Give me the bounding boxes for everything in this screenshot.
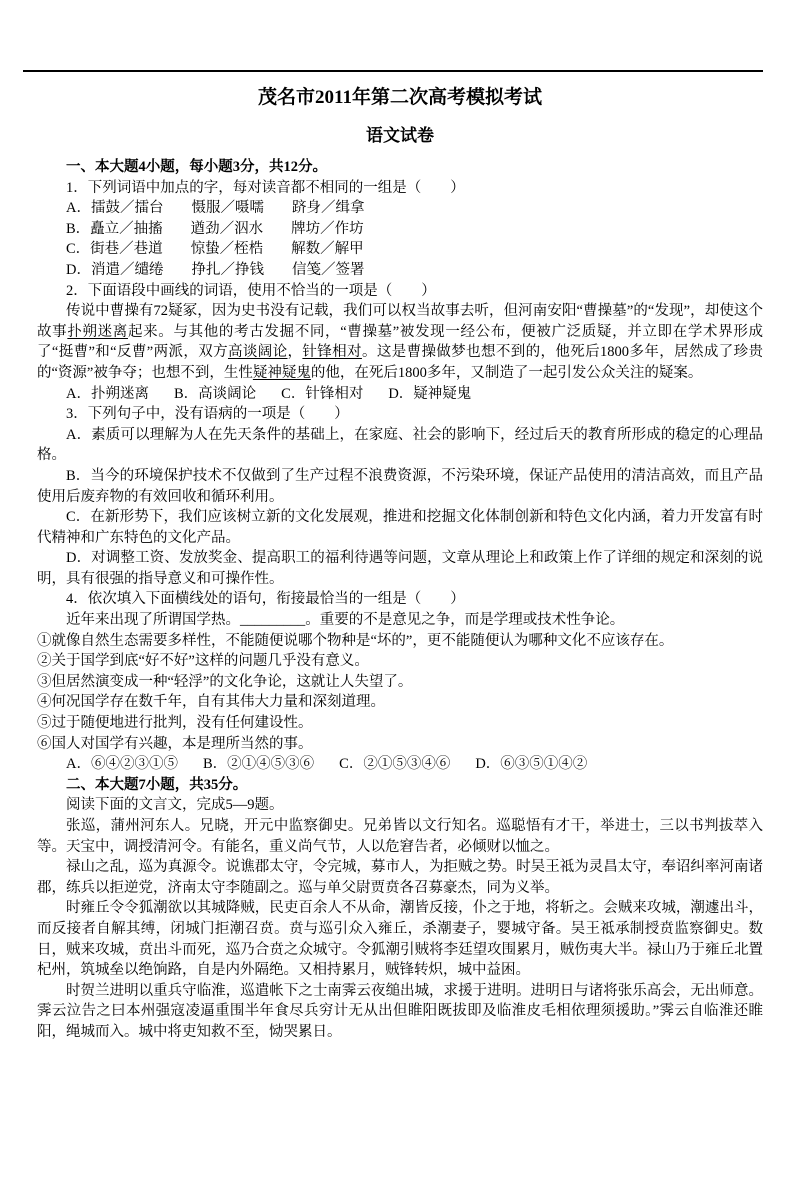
q1-option-label-b: B．: [66, 220, 91, 237]
q4-option-row: [37, 754, 763, 775]
passage-segment: 传说中曹操有72疑冢，因为史书没有记载，我们可以权当故事去听，但河南安阳“曹操墓”的“发现”，却使这个故事: [37, 303, 763, 340]
q4-item-3: ③但居然演变成一种“轻浮”的文化争论，这就让人失望了。: [37, 673, 413, 690]
q4-option-c: C．②①⑤③④⑥: [339, 756, 451, 773]
q1-pair: 擂鼓／擂台: [90, 200, 164, 217]
q1-option-label-d: D．: [66, 261, 91, 278]
passage-segment: 。这是曹操做梦也想不到的，他死后1800多年，居然成了珍贵的“资源”被争夺；也想不到，生性: [37, 344, 764, 381]
q4-item-4: ④何况国学存在数千年，自有其伟大力量和深刻道理。: [37, 694, 385, 711]
passage-segment-underlined: 疑神疑鬼: [252, 364, 311, 381]
classical-passage-paragraph-4: 时贺兰进明以重兵守临淮，巡遣帐下之士南霁云夜缒出城，求援于进明。进明日与诸将张乐高会，无出师意。霁云泣告之曰本州强寇凌逼重围半年食尽兵穷计无从出但睢阳既拔即及临淮皮毛相依理须援助。”霁云自临淮还睢阳，绳城而入。城中将吏知救不至，恸哭累日。: [37, 982, 763, 1040]
classical-passage-paragraph-1: 张巡，蒲州河东人。兄晓，开元中监察御史。兄弟皆以文行知名。巡聪悟有才干，举进士，三以书判拔萃入等。天宝中，调授清河令。有能名，重义尚气节，人以危窘告者，必倾财以恤之。: [37, 818, 763, 855]
q4-stem: 4．依次填入下面横线处的语句，衔接最恰当的一组是（ ）: [66, 591, 465, 608]
q3-option-d: D．对调整工资、发放奖金、提高职工的福利待遇等问题，文章从理论上和政策上作了详细的规定和深刻的说明，具有很强的指导意义和可操作性。: [37, 550, 763, 587]
q4-option-b: B．②①④⑤③⑥: [202, 756, 315, 773]
section1-heading: 一、本大题4小题，每小题3分，共12分。: [66, 159, 327, 175]
q1-option-row-c: [37, 239, 763, 260]
q4-option-d: D．⑥③⑤①④②: [475, 756, 588, 773]
q2-option-row: [37, 384, 763, 405]
q2-passage: [37, 301, 763, 383]
q1-pair: 消遣／缱绻: [90, 261, 164, 278]
q2-option-b: B．高谈阔论: [173, 385, 257, 402]
q2-option-c: C．针锋相对: [281, 385, 364, 402]
q4-intro: 近年来出现了所谓国学热。_________。重要的不是意见之争，而是学理或技术性争论。: [66, 612, 625, 629]
q3-option-c: C．在新形势下，我们应该树立新的文化发展观，推进和挖掘文化体制创新和特色文化内涵，着力开发富有时代精神和广东特色的文化产品。: [37, 509, 763, 546]
q1-pair: 矗立／抽搐: [90, 220, 163, 237]
exam-page: [0, 70, 794, 1193]
classical-passage-paragraph-3: 时雍丘令令狐潮欲以其城降贼，民吏百余人不从命，潮皆反接，仆之于地，将斩之。会贼来攻城，潮遽出斗，而反接者自解其缚，闭城门拒潮召贲。贲与巡引众入雍丘，杀潮妻子，婴城守备。吴王祗承制授贲监察御史。数日，贼来攻城，贲出斗而死，巡乃合贲之众城守。令狐潮引贼将李廷望攻围累月，贼伤夷大半。禄山乃于雍丘北置杞州，筑城垒以绝饷路，自是内外隔绝。又相持累月，贼锋转炽，城中益困。: [37, 900, 763, 979]
q3-stem: 3．下列句子中，没有语病的一项是（ ）: [66, 406, 349, 423]
q1-option-row-b: [37, 219, 763, 240]
passage-segment: 起来。与其他的考古发掘不同，“曹操墓”被发现一经公布，便被广泛质疑，并立即在学术界形成了“挺曹”和“反曹”两派，双方: [37, 323, 764, 361]
q3-option-b: B．当今的环境保护技术不仅做到了生产过程不浪费资源，不污染环境，保证产品使用的清洁高效，而且产品使用后废弃物的有效回收和循环利用。: [37, 467, 763, 505]
header-rule: [23, 70, 763, 72]
q1-pair: 慑服／嗫嚅: [191, 200, 264, 217]
section2-intro: 阅读下面的文言文，完成5—9题。: [66, 797, 284, 814]
q1-option-label-c: C．: [66, 241, 91, 258]
q4-option-a: A．⑥④②③①⑤: [66, 756, 178, 773]
passage-segment-underlined: 针锋相对: [302, 344, 362, 361]
q1-pair: 遒劲／泅水: [190, 220, 264, 237]
q2-option-a: A．扑朔迷离: [66, 385, 149, 402]
section2-heading: 二、本大题7小题，共35分。: [66, 776, 248, 793]
q1-pair: 跻身／缉拿: [291, 200, 365, 217]
passage-segment-underlined: 高谈阔论: [227, 344, 288, 361]
passage-segment: ，: [287, 344, 303, 361]
q2-option-d: D．疑神疑鬼: [388, 385, 472, 402]
passage-segment-underlined: 扑朔迷离: [67, 323, 128, 340]
q1-option-row-d: [37, 260, 763, 281]
q2-stem: 2．下面语段中画线的词语，使用不恰当的一项是（ ）: [66, 282, 436, 299]
classical-passage-paragraph-2: 禄山之乱，巡为真源令。说谯郡太守，令完城，募市人，为拒贼之势。时吴王祗为灵昌太守，奉诏纠率河南诸郡，练兵以拒逆党，济南太守李随副之。巡与单父尉贾贲各召募豪杰，同为义举。: [37, 859, 763, 896]
q1-pair: 街巷／巷道: [90, 241, 163, 258]
q1-pair: 牌坊／作坊: [291, 220, 364, 237]
q1-pair: 信笺／签署: [291, 261, 365, 278]
page-subtitle: 语文试卷: [366, 126, 434, 145]
q4-item-6: ⑥国人对国学有兴趣，本是理所当然的事。: [37, 735, 313, 752]
passage-segment: 的他，在死后1800多年，又制造了一起引发公众关注的疑案。: [310, 364, 703, 381]
q1-option-label-a: A．: [66, 200, 91, 217]
q4-item-5: ⑤过于随便地进行批判，没有任何建设性。: [37, 715, 313, 732]
q1-stem: 1．下列词语中加点的字，每对读音都不相同的一组是（ ）: [66, 179, 465, 196]
q1-pair: 惊蛰／桎梏: [190, 241, 264, 258]
q3-option-a: A．素质可以理解为人在先天条件的基础上，在家庭、社会的影响下，经过后天的教育所形成的稳定的心理品格。: [37, 426, 763, 464]
q1-pair: 挣扎／挣钱: [191, 261, 264, 278]
q1-option-row-a: [37, 198, 763, 219]
q1-pair: 解数／解甲: [291, 241, 364, 258]
page-title: 茂名市2011年第二次高考模拟考试: [258, 87, 542, 108]
q4-item-2: ②关于国学到底“好不好”这样的问题几乎没有意义。: [37, 653, 369, 670]
q4-item-1: ①就像自然生态需要多样性，不能随便说哪个物种是“坏的”，更不能随便认为哪种文化不应该存在。: [37, 632, 674, 649]
